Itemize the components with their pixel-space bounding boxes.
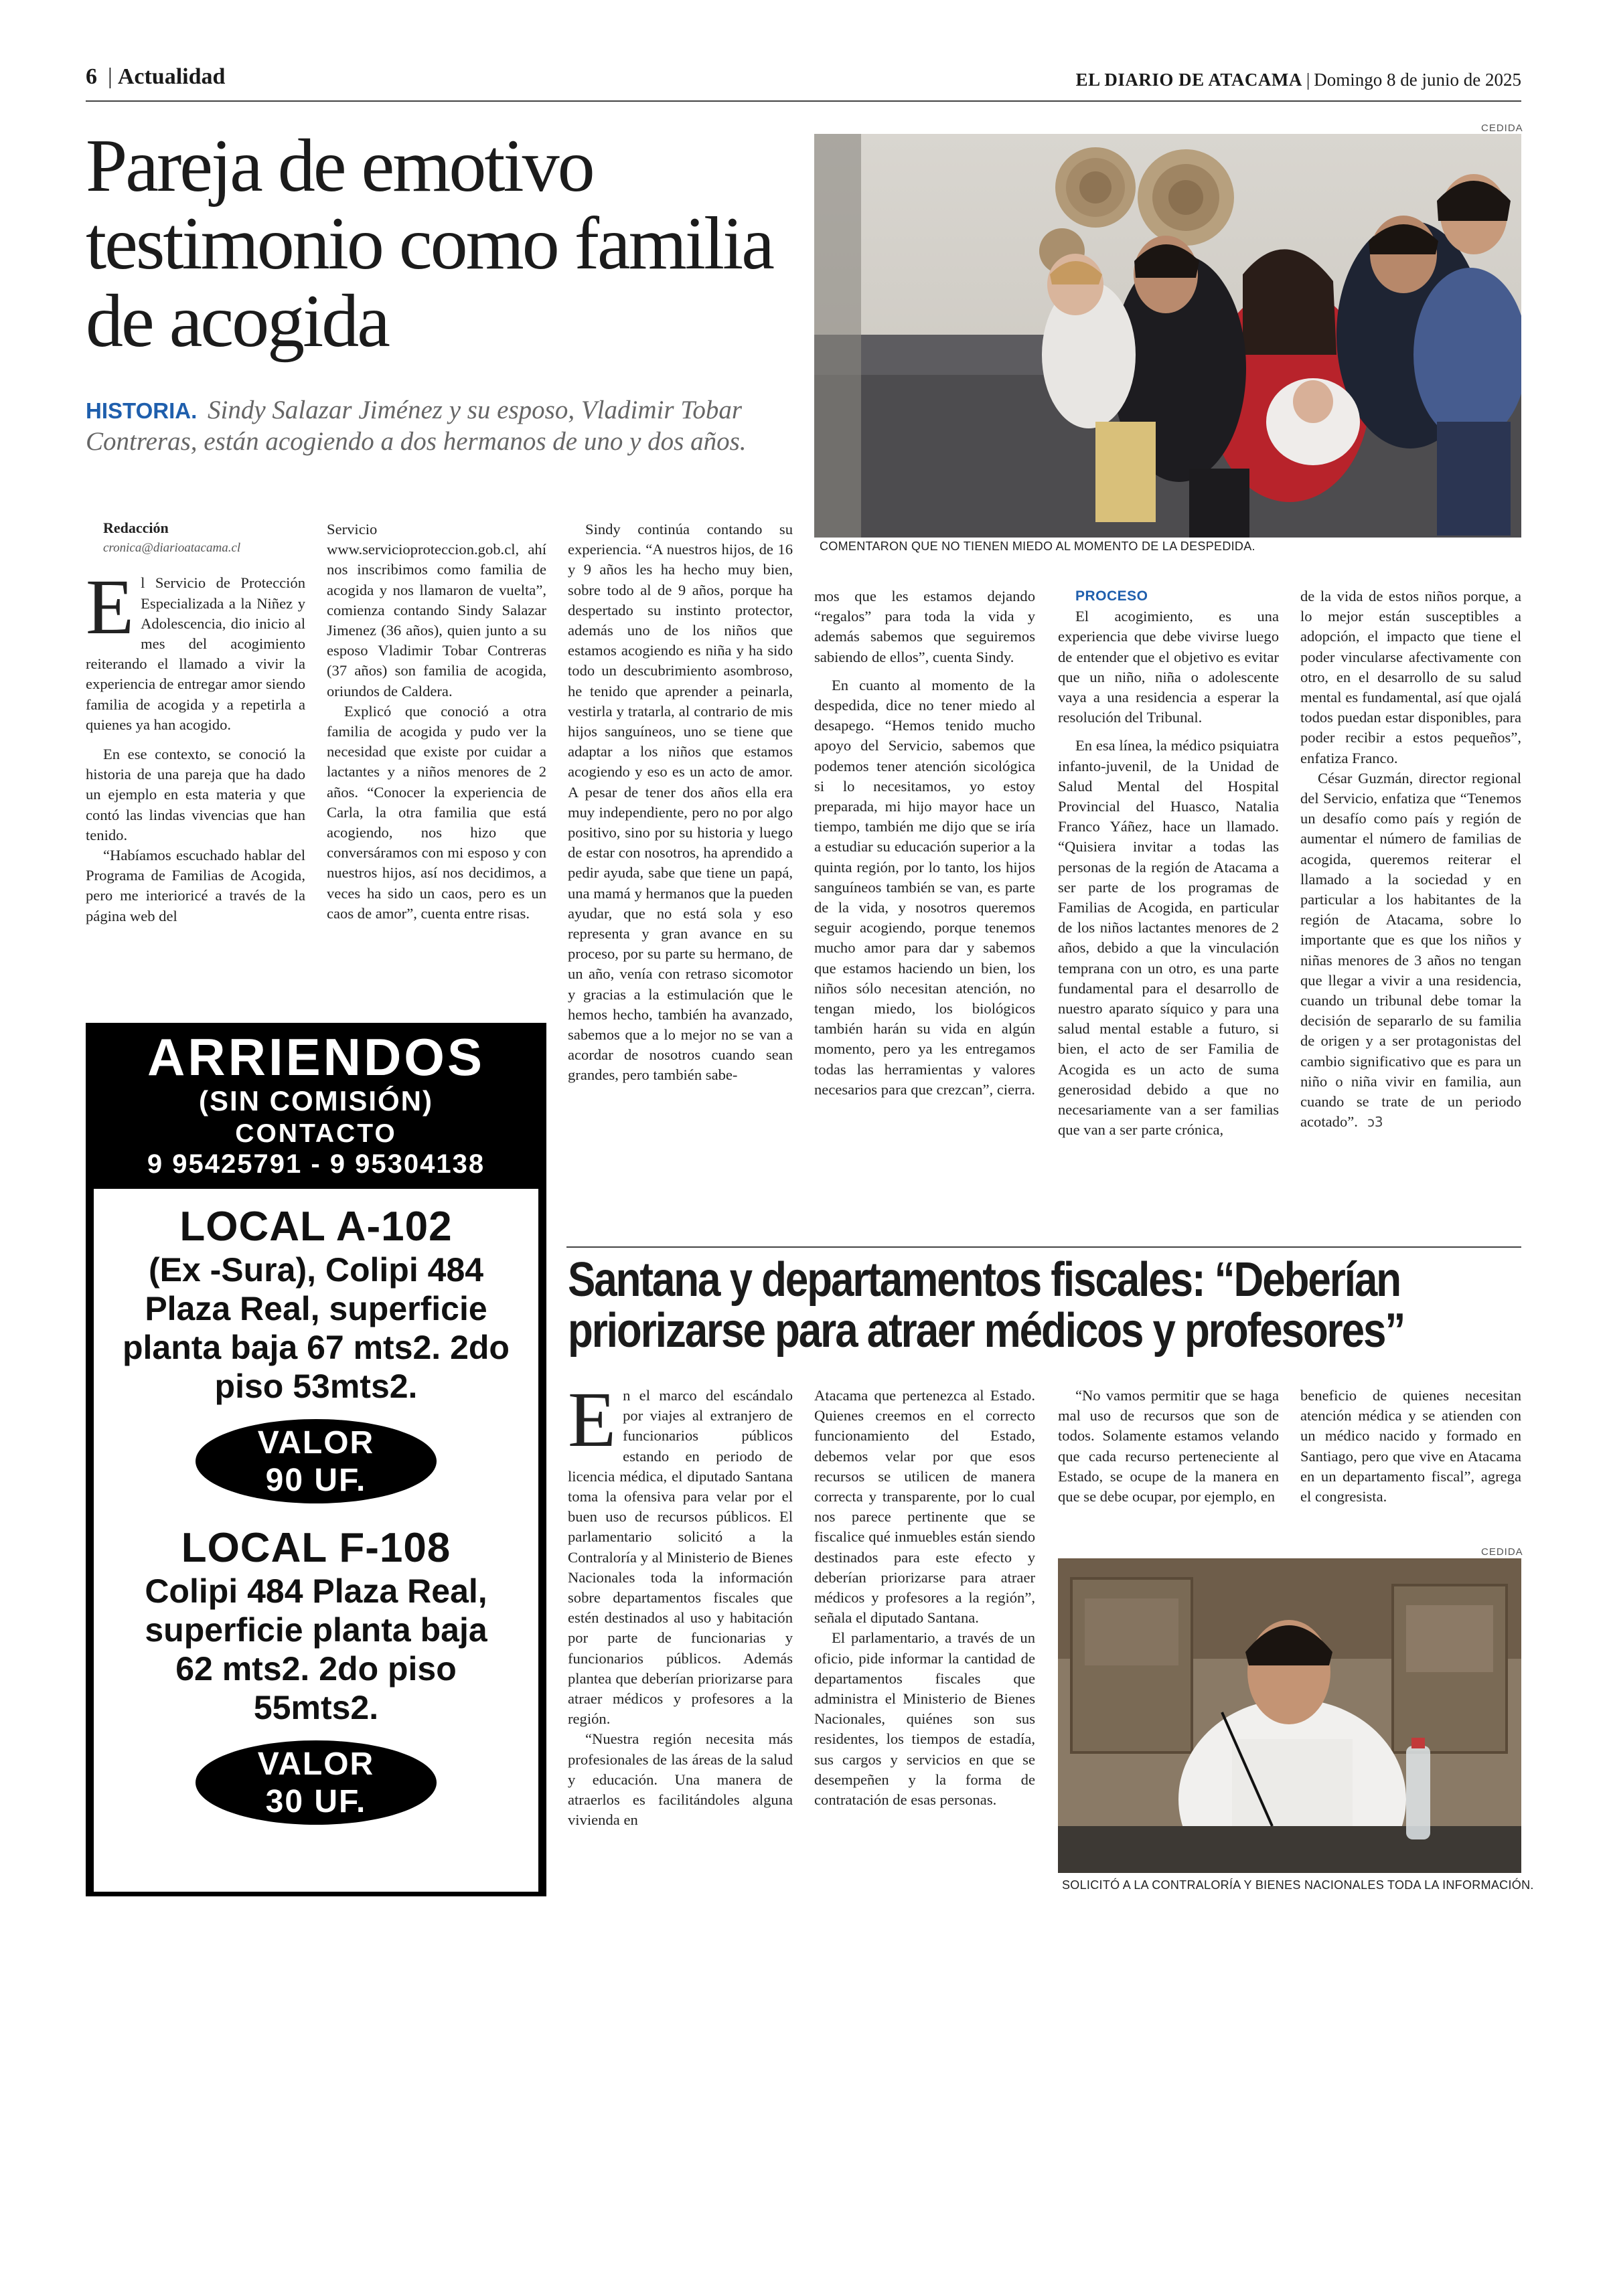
paragraph: “Habíamos escuchado hablar del Programa de Familias de Acogida, pero me interioricé a través de la página web del [86,847,305,924]
ad-valor-label: VALOR [257,1425,375,1461]
ad-title: ARRIENDOS [147,1028,485,1086]
paragraph: El parlamentario, a través de un oficio, pide informar la cantidad de departamentos fiscales que administra el Ministerio de Bienes Nacionales, quiénes son sus residentes, los tiempos de estadía, sus cargos y servicios en que se desempeñen y la forma de contratación de esas personas. [814,1629,1035,1809]
story1-family-photo [814,134,1521,538]
paragraph: Sindy continúa contando su experiencia. “A nuestros hijos, de 16 y 9 años les ha hecho muy bien, sobre todo al de 9 años, porque ha despertado su instinto protector, además uno de los niños que estamos acogiendo es niña y ha sido todo un descubrimiento asombroso, he tenido que aprender a peinarla, vestirla y tratarla, al contrario de mis hijos sanguíneos, uno se tiene que adaptar a los niños que estamos acogiendo y eso es un acto de amor. A pesar de tener dos años ella era muy independiente, pero no por algo positivo, sino por su historia y luego de estar con nosotros, ha aprendido a pedir ayuda, sabe que tiene un papá, una mamá y hermanos que la pueden ayudar, que no está sola y eso representa y gran avance en su proceso, por su parte su hermano, de un año, venía con retraso sicomotor y gracias a la estimulación que le hemos hecho, también ha avanzado, sabemos que a lo mejor no se van a acordar de nosotros cuando sean grandes, pero también sabe- [568,521,793,1084]
paragraph: mos que les estamos dejando “regalos” para toda la vida y además sabemos que seguiremos sabiendo de ellos”, cuenta Sindy. [814,588,1035,665]
paragraph: l Servicio de Protección Especializada a la Niñez y Adolescencia, dio inicio al mes del acogimiento reiterando el llamado a vivir la experiencia de entregar amor siendo familia de acogida y a repetirla a quienes ya han acogido. [86,574,305,733]
ad-valor: 30 UF. [265,1784,367,1819]
paragraph: Servicio www.servicioproteccion.gob.cl, ahí nos inscribimos como familia de acogida y nos llamaron de vuelta”, comienza contando Sindy Salazar Jimenez (36 años), quien junto a su esposo Vladimir Tobar Contreras (37 años) son familia de acogida, oriundos de Caldera. [327,521,546,700]
rental-ad [86,1023,546,1896]
paragraph: “No vamos permitir que se haga mal uso de recursos que son de todos. Solamente estamos velando que cada recurso perteneciente al Estado, se ocupe de la manera en que se debe ocupar, por ejemplo, en [1058,1387,1279,1505]
byline: Redacción [103,519,169,536]
story1-photo-caption: COMENTARON QUE NO TIENEN MIEDO AL MOMENTO DE LA DESPEDIDA. [820,540,1255,553]
dropcap: E [86,563,135,651]
masthead: EL DIARIO DE ATACAMA | Domingo 8 de junio de 2025 [1075,70,1521,90]
story2-headline [568,1253,1405,1358]
paragraph [1300,768,1521,1133]
story1-headline: Pareja de emotivo testimonio como familia de acogida [86,125,773,363]
paragraph: En esa línea, la médico psiquiatra infanto-juvenil, de la Unidad de Salud Mental del Hospital Provincial del Huasco, Natalia Franco Yáñez, hace un llamado. “Quisiera invitar a todas las personas de la región de Atacama a ser parte de los programas de Familias de Acogida, en particular de los niños lactantes menores de 2 años, debido a que la vinculación temprana con un otro, es una parte fundamental para el desarrollo de nuestro aparato síquico y para una salud mental estable a futuro, si bien, el acto de ser Familia de Acogida es un acto de suma generosidad debido a que no necesariamente van a ser familias que van a ser parte crónica, [1058,737,1279,1139]
ad-valor-label: VALOR [257,1746,375,1782]
story2-deputy-photo [1058,1558,1521,1873]
ad-body [94,1189,538,1892]
paragraph: En ese contexto, se conoció la historia de una pareja que ha dado un ejemplo en esta materia y que contó las lindas vivencias que han tenido. [86,746,305,843]
paragraph-text: César Guzmán, director regional del Servicio, enfatiza que “Tenemos un desafío como país y región de aumentar el número de familias de acogida, queremos reiterar el llamado a la sociedad y en particular a los habitantes de la región de Atacama, sobre lo importante que es que los niños y niñas menores de 3 años no tengan que llegar a vivir a una residencia, cuando un tribunal debe tomar la decisión de separarlo de su familia de origen y a ser protagonistas del cambio significativo que es para un niño o niña vivir en familia, aun cuando se trate de un periodo acotado”. [1300,769,1521,1131]
issue-date: Domingo 8 de junio de 2025 [1314,70,1521,90]
ad-contact-label: CONTACTO [235,1119,397,1148]
story2-headline-line1: Santana y departamentos fiscales: “Deberían [568,1253,1401,1307]
story2-column-2 [814,1386,1035,1810]
story2-photo-credit: CEDIDA [1481,1546,1523,1558]
story1-deck-text: Sindy Salazar Jiménez y su esposo, Vladimir Tobar Contreras, están acogiendo a dos hermanos de uno y dos años. [86,396,747,456]
family-photo-illustration [814,134,1521,538]
ad-header [87,1024,545,1185]
paper-name: EL DIARIO DE ATACAMA [1075,70,1302,90]
ad-phones: 9 95425791 - 9 95304138 [147,1149,485,1179]
story2-divider [566,1246,1521,1248]
paragraph: Atacama que pertenezca al Estado. Quienes creemos en el correcto funcionamiento del Estado, debemos velar por que esos recursos se utilicen de manera correcta y transparente, por lo cual nos parece pertinente que se fiscalice qué inmuebles están siendo destinados para este efecto y deberían priorizarse para atraer médicos y profesores a la región”, señala el diputado Santana. [814,1387,1035,1627]
ad-local-2-price-badge [196,1740,437,1825]
ad-subtitle: (SIN COMISIÓN) [199,1085,433,1117]
story1-column-3 [568,519,793,1086]
ad-local-2-name: LOCAL F-108 [181,1525,451,1571]
story1-column-6 [1300,586,1521,1132]
byline-email: cronica@diarioatacama.cl [103,541,241,556]
ad-local-2-desc: Colipi 484 Plaza Real, superficie planta baja 62 mts2. 2do piso 55mts2. [145,1572,487,1726]
paragraph: de la vida de estos niños porque, a lo mejor están susceptibles a adopción, el impacto que tiene el poder vincularse afectivamente con otro, en el desarrollo de su salud mental es fundamental, así que ojalá todos puedan estar disponibles, para poder recibir a estos pequeños”, enfatiza Franco. [1300,588,1521,766]
story1-kicker: HISTORIA. [86,398,198,423]
page-folio: 6 | Actualidad [86,64,226,89]
paragraph: n el marco del escándalo por viajes al extranjero de funcionarios públicos estando en periodo de licencia médica, el diputado Santana toma la ofensiva para velar por el buen uso de recursos públicos. El parlamentario solicitó a la Contraloría y al Ministerio de Bienes Nacionales toda la información sobre departamentos fiscales que estén destinados al uso y habitación por parte de funcionarias y funcionarios públicos. Además plantea que deberían priorizarse para atraer médicos y profesores a la región. [568,1387,793,1728]
story1-deck [86,395,795,457]
paragraph: “Nuestra región necesita más profesionales de las áreas de la salud y educación. Una manera de atraerlos es facilitándoles alguna vivienda en [568,1730,793,1829]
paragraph: El acogimiento, es una experiencia que debe vivirse luego de entender que el objetivo es evitar que un niño, niña o adolescente vaya a una residencia a esperar la resolución del Tribunal. [1058,608,1279,726]
story2-column-3 [1058,1386,1279,1507]
story1-column-5 [1058,586,1279,1140]
story2-headline-line2: priorizarse para atraer médicos y profesores” [568,1304,1405,1358]
ad-local-1-desc: (Ex -Sura), Colipi 484 Plaza Real, superficie planta baja 67 mts2. 2do piso 53mts2. [123,1251,510,1405]
subhead-proceso: PROCESO [1075,588,1148,604]
header-divider [86,100,1521,102]
section-name: Actualidad [117,64,226,89]
paragraph: En cuanto al momento de la despedida, dice no tener miedo al desapego. “Hemos tenido mucho apoyo del Servicio, sabemos que podemos tener atención sicológica si lo necesitamos, yo estoy preparada, mi hijo mayor hace un tiempo, también me dijo que se iría a estudiar su educación superior a la quinta región, por lo tanto, los hijos sanguíneos también se van, es parte de la vida, y nosotros queremos seguir acogiendo, porque tenemos mucho amor para dar y sabemos que estamos haciendo un bien, los niños sólo necesitan atención, no tengan miedo, los biológicos también harán su vida en algún momento, pero ya les entregamos todas las herramientas y valores necesarios para que crezcan”, cierra. [814,676,1035,1098]
ad-local-1-name: LOCAL A-102 [179,1204,453,1250]
story2-column-1 [568,1376,793,1830]
paragraph: beneficio de quienes necesitan atención médica y se atienden con un médico nacido y formado en Santiago, pero que vive en Atacama en un departamento fiscal”, agrega el congresista. [1300,1387,1521,1505]
ad-valor: 90 UF. [265,1463,367,1498]
story1-column-2 [327,519,546,924]
story2-column-4 [1300,1386,1521,1507]
story1-column-1 [86,518,305,926]
end-mark-icon: ↄ3 [1367,1114,1383,1131]
dropcap: E [568,1376,617,1463]
deputy-photo-illustration [1058,1558,1521,1873]
page-number: 6 [86,64,97,89]
ad-local-1-price-badge [196,1419,437,1503]
story2-photo-caption: SOLICITÓ A LA CONTRALORÍA Y BIENES NACIONALES TODA LA INFORMACIÓN. [1062,1878,1534,1892]
story1-column-4 [814,586,1035,1100]
story1-photo-credit: CEDIDA [1481,122,1523,134]
paragraph: Explicó que conoció a otra familia de acogida y pudo ver la necesidad que existe por cuidar a lactantes y a niños menores de 2 años. “Conocer la experiencia de Carla, la otra familia que está acogiendo, nos hizo que conversáramos con mi esposo y con nuestros hijos, así nos decidimos, a veces ha sido un caos, pero es un caos de amor”, cuenta entre risas. [327,702,546,922]
